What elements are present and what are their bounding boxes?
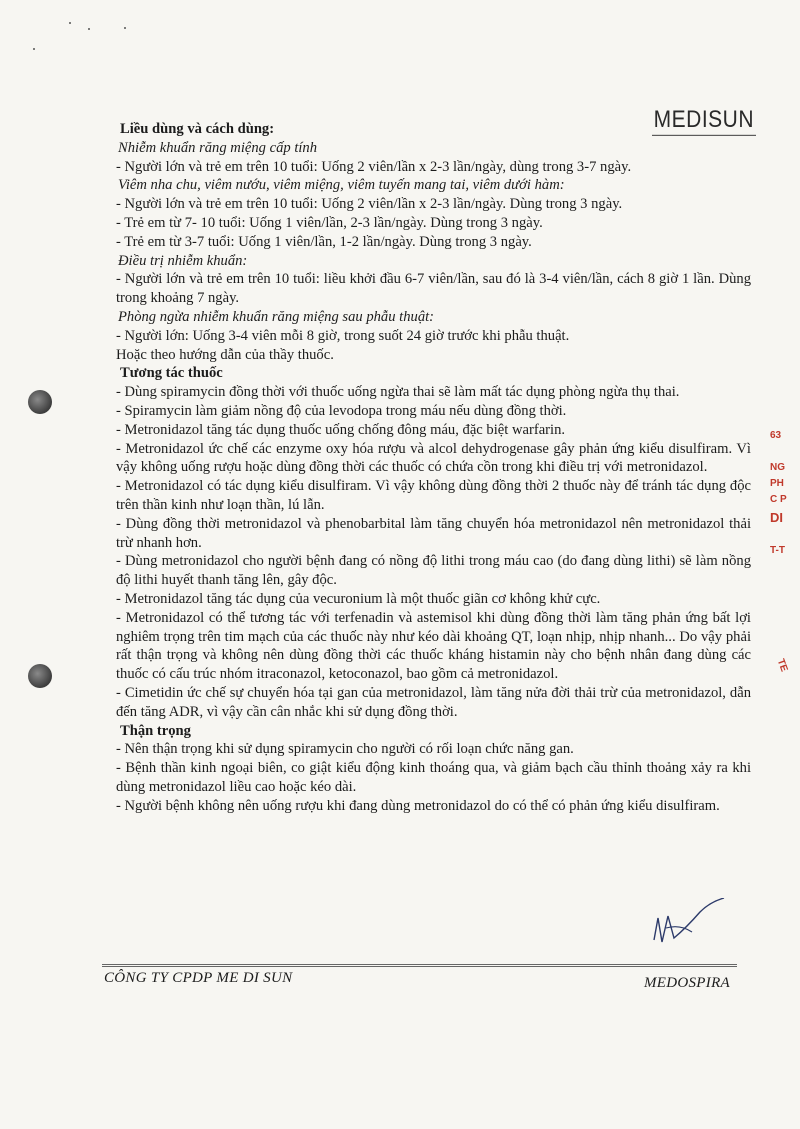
stamp-edge-text: T-T: [770, 545, 785, 556]
paragraph: - Spiramycin làm giảm nồng độ của levodopa trong máu nếu dùng đồng thời.: [116, 402, 567, 419]
paragraph: - Dùng metronidazol cho người bệnh đang có nồng độ lithi trong máu cao (do đang dùng lithi) sẽ làm nồng độ lithi huyết thanh tăng lên, gây độc.: [116, 553, 751, 589]
stamp-edge-text: NG: [770, 462, 785, 473]
paragraph: - Cimetidin ức chế sự chuyển hóa tại gan của metronidazol, làm tăng nửa đời thải trừ của metronidazol, dẫn đến tăng ADR, vì vậy cần cân nhắc khi sử dụng đồng thời.: [116, 684, 751, 720]
paragraph: - Metronidazol tăng tác dụng thuốc uống chống đông máu, đặc biệt warfarin.: [116, 421, 566, 438]
stamp-edge-text: TE: [774, 657, 790, 674]
paragraph: - Người bệnh không nên uống rượu khi đang dùng metronidazol do có thể có phản ứng kiểu disulfiram.: [116, 797, 720, 814]
punch-hole: [28, 664, 52, 688]
paragraph: - Bệnh thần kinh ngoại biên, co giật kiểu động kinh thoáng qua, và giảm bạch cầu thỉnh thoảng xảy ra khi dùng metronidazol liều cao hoặc kéo dài.: [116, 760, 751, 795]
paragraph: - Metronidazol tăng tác dụng của vecuronium là một thuốc giãn cơ không khử cực.: [116, 590, 601, 607]
paragraph: - Nên thận trọng khi sử dụng spiramycin cho người có rối loạn chức năng gan.: [116, 741, 574, 758]
stamp-edge-text: DI: [770, 510, 783, 525]
stamp-edge-text: PH: [770, 478, 784, 489]
paragraph: - Trẻ em từ 7- 10 tuổi: Uống 1 viên/lần, 2-3 lần/ngày. Dùng trong 3 ngày.: [116, 214, 543, 231]
footer-company: CÔNG TY CPDP ME DI SUN: [104, 970, 293, 986]
stamp-edge-text: C P: [770, 494, 787, 505]
paragraph: - Trẻ em từ 3-7 tuổi: Uống 1 viên/lần, 1-2 lần/ngày. Dùng trong 3 ngày.: [116, 233, 532, 250]
paragraph: - Người lớn: Uống 3-4 viên mỗi 8 giờ, trong suốt 24 giờ trước khi phẫu thuật.: [116, 327, 570, 344]
paragraph: - Metronidazol có thể tương tác với terfenadin và astemisol khi dùng đồng thời làm tăng phản ứng bất lợi nghiêm trọng trên tim mạch của các thuốc này như kéo dài khoảng QT, loạn nhịp, nhịp nhanh... Do vậy phải rất thận trọng và không nên dùng đồng thời các thuốc kháng histamin này cho bệnh nhân đang dùng các thuốc có cấu trúc nhóm itraconazol, ketoconazol, bao gồm cả metronidazol.: [116, 609, 751, 683]
paragraph: Hoặc theo hướng dẫn của thầy thuốc.: [116, 346, 334, 363]
paragraph: - Người lớn và trẻ em trên 10 tuổi: Uống 2 viên/lần x 2-3 lần/ngày. Dùng trong 3 ngày.: [116, 196, 623, 213]
speck: [88, 28, 90, 30]
footer-divider: [102, 964, 737, 967]
paragraph: - Người lớn và trẻ em trên 10 tuổi: liều khởi đầu 6-7 viên/lần, sau đó là 3-4 viên/lần, cách 8 giờ 1 lần. Dùng trong khoảng 7 ngày.: [116, 271, 751, 307]
section-heading: Tương tác thuốc: [120, 365, 223, 382]
subheading: Phòng ngừa nhiễm khuẩn răng miệng sau phẫu thuật:: [118, 308, 435, 325]
paragraph: - Dùng spiramycin đồng thời với thuốc uống ngừa thai sẽ làm mất tác dụng phòng ngừa thụ thai.: [116, 384, 680, 401]
subheading: Viêm nha chu, viêm nướu, viêm miệng, viêm tuyến mang tai, viêm dưới hàm:: [118, 177, 565, 194]
speck: [124, 27, 126, 29]
section-heading: Thận trọng: [120, 722, 191, 739]
section-heading: Liều dùng và cách dùng:: [120, 121, 275, 137]
medisun-logo: MEDISUN: [652, 106, 756, 136]
paragraph: - Metronidazol ức chế các enzyme oxy hóa rượu và alcol dehydrogenase gây phản ứng kiểu disulfiram. Vì vậy không uống rượu hoặc dùng đồng thời các thuốc có chứa cồn trong khi điều trị với metronidazol.: [116, 440, 751, 476]
subheading: Điều trị nhiễm khuẩn:: [118, 252, 248, 269]
stamp-edge-text: 63: [770, 430, 782, 441]
punch-hole: [28, 390, 52, 414]
subheading: Nhiễm khuẩn răng miệng cấp tính: [118, 139, 318, 156]
speck: [69, 22, 71, 24]
document-body: [106, 120, 751, 815]
signature-mark: [640, 898, 740, 958]
paragraph: - Người lớn và trẻ em trên 10 tuổi: Uống 2 viên/lần x 2-3 lần/ngày, dùng trong 3-7 ngày.: [116, 158, 632, 175]
speck: [33, 48, 35, 50]
paragraph: - Metronidazol có tác dụng kiểu disulfiram. Vì vậy không dùng đồng thời 2 thuốc này để tránh tác dụng độc trên thần kinh như loạn thần, lú lẫn.: [116, 478, 751, 513]
footer-product: MEDOSPIRA: [643, 975, 730, 991]
paragraph: - Dùng đồng thời metronidazol và phenobarbital làm tăng chuyển hóa metronidazol nên metronidazol thải trừ nhanh hơn.: [116, 515, 751, 551]
